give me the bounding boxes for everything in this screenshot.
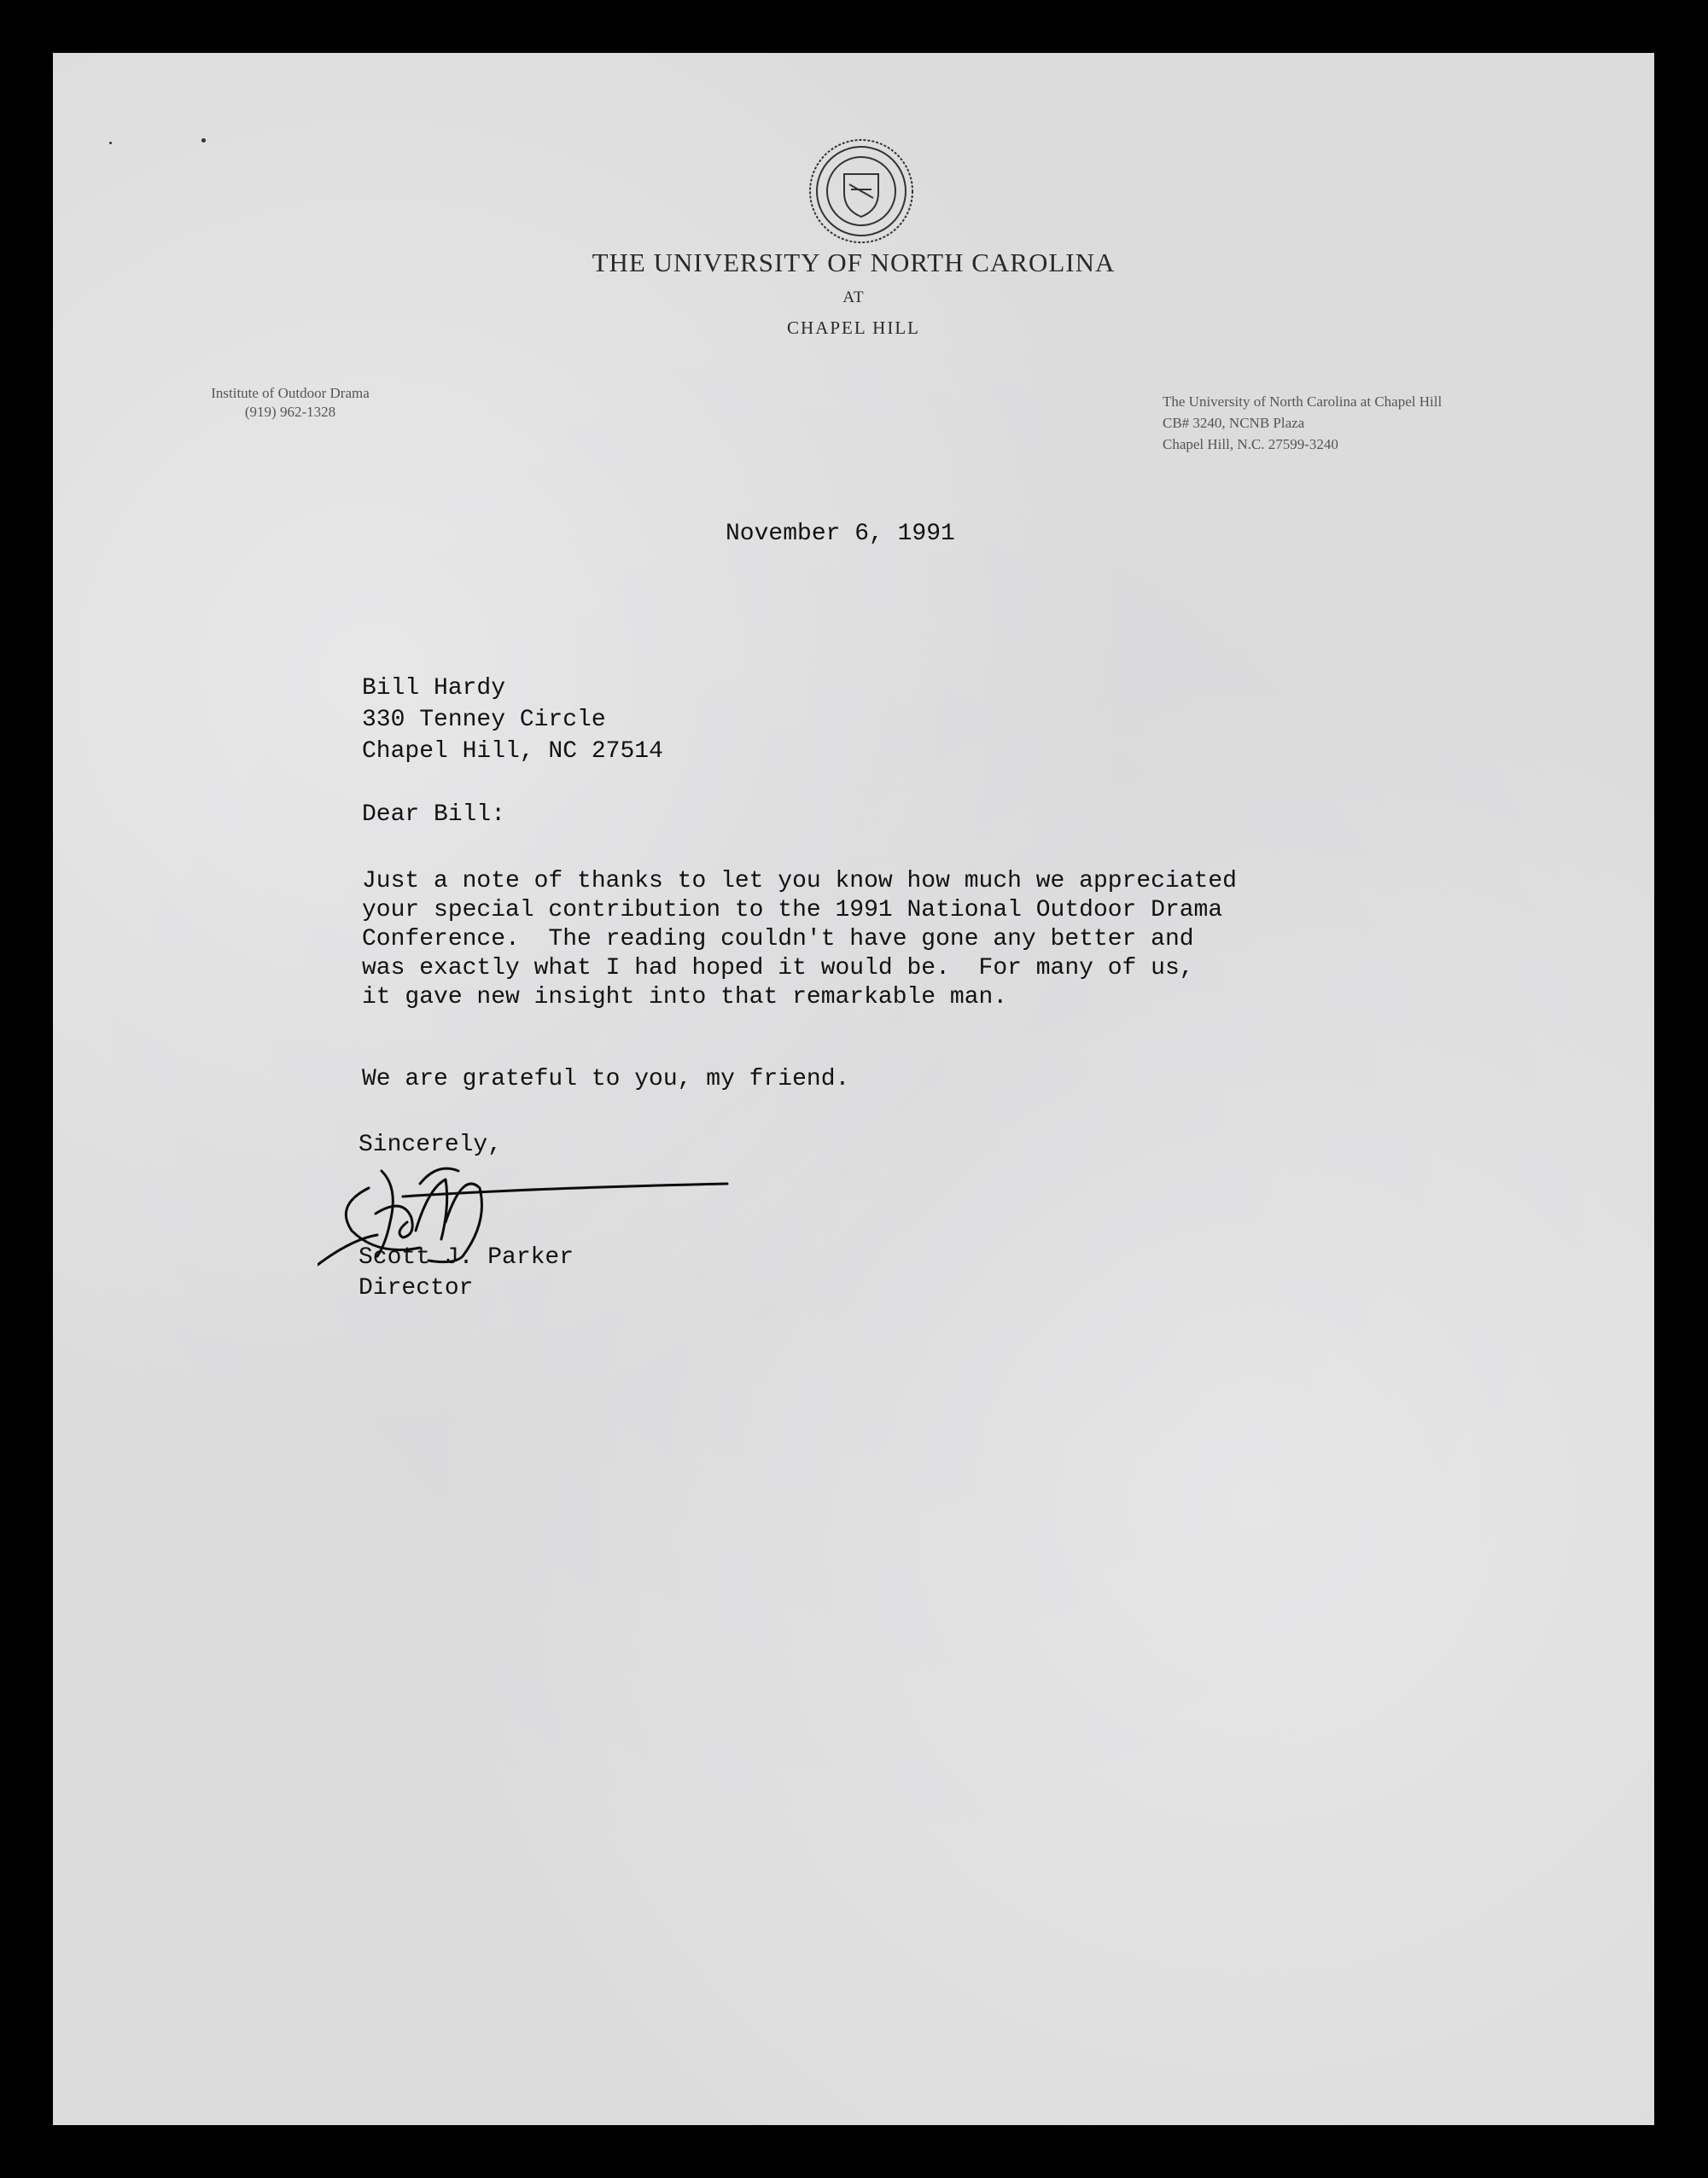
body-line: it gave new insight into that remarkable man.: [362, 984, 1008, 1010]
recipient-city: Chapel Hill, NC 27514: [362, 738, 663, 765]
recipient-street: 330 Tenney Circle: [362, 707, 606, 733]
department-name: Institute of Outdoor Drama: [211, 385, 370, 401]
paper-speck: [201, 138, 206, 143]
sign-off: Sincerely,: [359, 1132, 503, 1158]
university-address-line-3: Chapel Hill, N.C. 27599-3240: [1163, 436, 1338, 452]
closing-line: We are grateful to you, my friend.: [362, 1066, 850, 1092]
handwritten-signature-icon: [318, 1137, 744, 1273]
salutation: Dear Bill:: [362, 801, 506, 828]
university-at: AT: [842, 288, 865, 306]
letter-body: [362, 867, 1237, 1012]
university-place: CHAPEL HILL: [787, 317, 920, 338]
body-line: Just a note of thanks to let you know how much we appreciated: [362, 868, 1237, 894]
university-address-line-1: The University of North Carolina at Chapel Hill: [1163, 393, 1443, 410]
recipient-name: Bill Hardy: [362, 675, 506, 702]
letter-date: November 6, 1991: [726, 521, 955, 547]
body-line: your special contribution to the 1991 National Outdoor Drama: [362, 897, 1223, 923]
department-phone: (919) 962-1328: [244, 404, 336, 420]
university-address: [1163, 391, 1572, 455]
letter-page: [53, 53, 1654, 2125]
signer-title: Director: [359, 1275, 474, 1302]
university-address-line-2: CB# 3240, NCNB Plaza: [1163, 415, 1305, 431]
body-line: was exactly what I had hoped it would be. For many of us,: [362, 955, 1194, 981]
body-line: Conference. The reading couldn't have gone any better and: [362, 926, 1194, 952]
department-contact: [154, 384, 427, 422]
signer-name: Scott J. Parker: [359, 1244, 574, 1271]
recipient-address: [362, 673, 663, 767]
university-name: THE UNIVERSITY OF NORTH CAROLINA: [592, 248, 1116, 277]
paper-speck: [109, 142, 112, 144]
university-seal-icon: [807, 137, 916, 246]
